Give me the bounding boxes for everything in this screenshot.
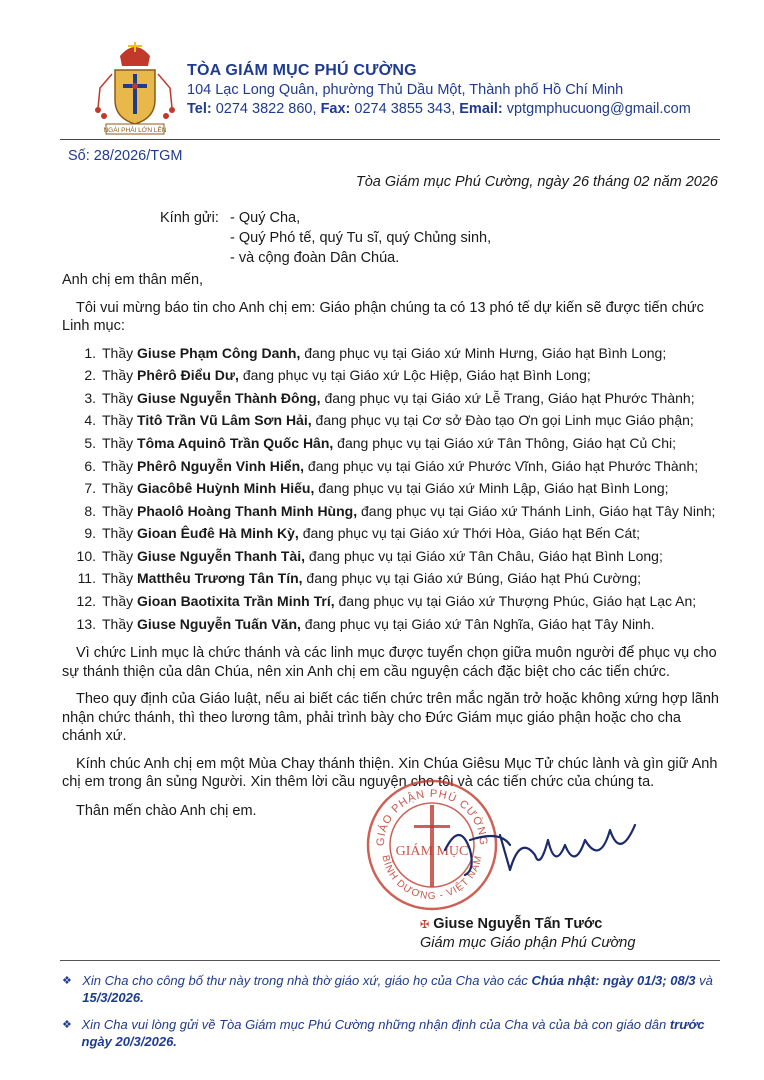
candidate-name: Giuse Nguyễn Tuấn Văn, (137, 615, 301, 632)
candidate-item (62, 500, 722, 523)
recipient-line: - Quý Cha, (230, 210, 301, 226)
candidate-text: Thầy Phaolô Hoàng Thanh Minh Hùng, đang phục vụ tại Giáo xứ Thánh Linh, Giáo hạt Tây Ninh; (102, 502, 716, 519)
recipient-line: - và cộng đoàn Dân Chúa. (230, 250, 400, 266)
email-label: Email: (459, 101, 503, 117)
candidate-number: 3. (84, 389, 96, 406)
paragraph-canon-law: Theo quy định của Giáo luật, nếu ai biết các tiến chức trên mắc ngăn trở hoặc không xứng hợp lãnh nhận chức thánh, thì theo lương tâm, phải trình bày cho Đức Giám mục giáo phận hoặc cho cha chánh xứ. (62, 691, 719, 745)
greeting: Anh chị em thân mến, (62, 272, 204, 288)
letterhead (90, 38, 730, 138)
candidate-item (62, 567, 722, 590)
paragraph-priesthood: Vì chức Linh mục là chức thánh và các linh mục được tuyển chọn giữa muôn người để phục vụ cho sự thánh thiện của dân Chúa, nên xin Anh chị em cầu nguyện cách đặc biệt cho các tiến chức. (62, 645, 717, 680)
signer-block (420, 916, 635, 951)
email-value[interactable]: vptgmphucuong@gmail.com (506, 101, 691, 117)
candidate-text: Thầy Titô Trần Vũ Lâm Sơn Hải, đang phục vụ tại Cơ sở Đào tạo Ơn gọi Linh mục Giáo phận; (102, 412, 694, 429)
candidate-list (62, 342, 722, 636)
candidate-name: Gioan Êuđê Hà Minh Kỳ, (137, 525, 299, 542)
candidate-number: 8. (84, 502, 96, 519)
candidate-item (62, 477, 722, 500)
candidate-number: 2. (84, 367, 96, 384)
note-text: Xin Cha cho công bố thư này trong nhà thờ giáo xứ, giáo họ của Cha vào các Chúa nhật: ngày 01/3; 08/3 và 15/3/2026. (82, 973, 713, 1005)
recipient-line: - Quý Phó tế, quý Tu sĩ, quý Chủng sinh, (230, 230, 492, 246)
candidate-name: Tôma Aquinô Trần Quốc Hân, (137, 434, 334, 451)
candidate-number: 4. (84, 412, 96, 429)
notes (62, 972, 722, 1060)
candidate-number: 10. (76, 547, 96, 564)
candidate-item (62, 522, 722, 545)
candidate-item (62, 409, 722, 432)
seal-center-text: GIÁM MỤC (395, 844, 469, 859)
diocese-contact: Tel: 0274 3822 860, Fax: 0274 3855 343, Email: vptgmphucuong@gmail.com (187, 101, 691, 117)
candidate-name: Phêrô Điểu Dư, (137, 367, 239, 384)
candidate-number: 5. (84, 434, 96, 451)
candidate-text: Thầy Giuse Nguyễn Thành Đông, đang phục vụ tại Giáo xứ Lễ Trang, Giáo hạt Phước Thành; (102, 389, 695, 406)
candidate-name: Giacôbê Huỳnh Minh Hiếu, (137, 480, 315, 497)
candidate-item (62, 613, 722, 636)
note-text: Xin Cha vui lòng gửi về Tòa Giám mục Phú Cường những nhận định của Cha và của bà con giáo dân trước ngày 20/3/2026. (81, 1017, 705, 1049)
candidate-text: Thầy Matthêu Trương Tân Tín, đang phục vụ tại Giáo xứ Búng, Giáo hạt Phú Cường; (102, 570, 642, 587)
candidate-text: Thầy Giuse Phạm Công Danh, đang phục vụ tại Giáo xứ Minh Hưng, Giáo hạt Bình Long; (102, 344, 667, 361)
candidate-item (62, 364, 722, 387)
candidate-text: Thầy Gioan Êuđê Hà Minh Kỳ, đang phục vụ tại Giáo xứ Thới Hòa, Giáo hạt Bến Cát; (102, 525, 641, 542)
cross-icon: ✠ (420, 919, 430, 931)
candidate-number: 13. (76, 615, 96, 632)
closing-line: Thân mến chào Anh chị em. (76, 802, 257, 819)
diamond-bullet-icon: ❖ (62, 1019, 72, 1031)
tel-value: 0274 3822 860 (215, 101, 313, 117)
signer-name: Giuse Nguyễn Tấn Tước (433, 916, 603, 932)
candidate-item (62, 590, 722, 613)
candidate-name: Giuse Phạm Công Danh, (137, 344, 301, 361)
candidate-name: Phêrô Nguyễn Vinh Hiển, (137, 457, 305, 474)
signature-icon (440, 810, 640, 880)
candidate-text: Thầy Giacôbê Huỳnh Minh Hiếu, đang phục vụ tại Giáo xứ Minh Lập, Giáo hạt Bình Long; (102, 480, 669, 497)
notes-divider (60, 960, 720, 961)
dateline: Tòa Giám mục Phú Cường, ngày 26 tháng 02 năm 2026 (355, 174, 718, 190)
diamond-bullet-icon: ❖ (62, 975, 72, 987)
candidate-name: Giuse Nguyễn Thanh Tài, (137, 547, 306, 564)
candidate-item (62, 454, 722, 477)
candidate-text: Thầy Giuse Nguyễn Thanh Tài, đang phục vụ tại Giáo xứ Tân Châu, Giáo hạt Bình Long; (102, 547, 663, 564)
candidate-number: 7. (84, 480, 96, 497)
candidate-item (62, 432, 722, 455)
reference-number: Số: 28/2026/TGM (68, 148, 183, 164)
candidate-text: Thầy Tôma Aquinô Trần Quốc Hân, đang phục vụ tại Giáo xứ Tân Thông, Giáo hạt Củ Chi; (102, 434, 677, 451)
candidate-number: 9. (84, 525, 96, 542)
candidate-name: Titô Trần Vũ Lâm Sơn Hải, (137, 412, 312, 429)
candidate-number: 12. (76, 593, 96, 610)
diocese-address: 104 Lạc Long Quân, phường Thủ Dầu Một, Thành phố Hồ Chí Minh (187, 82, 624, 98)
candidate-text: Thầy Phêrô Điểu Dư, đang phục vụ tại Giáo xứ Lộc Hiệp, Giáo hạt Bình Long; (102, 367, 591, 384)
paragraph-blessing: Kính chúc Anh chị em một Mùa Chay thánh thiện. Xin Chúa Giêsu Mục Tử chúc lành và gìn giữ Anh chị em trong ân sủng Người. Xin thêm lời cầu nguyện cho tôi và các tiến chức của chúng ta. (62, 755, 718, 791)
recipients-label: Kính gửi: (160, 210, 219, 226)
candidate-number: 6. (84, 457, 96, 474)
note-item (62, 972, 722, 1006)
intro-paragraph: Tôi vui mừng báo tin cho Anh chị em: Giáo phận chúng ta có 13 phó tế dự kiến sẽ được tiến chức Linh mục: (62, 299, 704, 334)
note-item (62, 1016, 722, 1050)
fax-label: Fax: (320, 101, 351, 117)
candidate-text: Thầy Giuse Nguyễn Tuấn Văn, đang phục vụ tại Giáo xứ Tân Nghĩa, Giáo hạt Tây Ninh. (102, 615, 655, 632)
candidate-name: Giuse Nguyễn Thành Đông, (137, 389, 321, 406)
letterhead-text (187, 62, 691, 117)
candidate-item (62, 545, 722, 568)
fax-value: 0274 3855 343 (354, 101, 452, 117)
diocese-title: TÒA GIÁM MỤC PHÚ CƯỜNG (187, 62, 417, 79)
letter-body (62, 271, 722, 820)
signer-title: Giám mục Giáo phận Phú Cường (420, 935, 636, 951)
candidate-text: Thầy Phêrô Nguyễn Vinh Hiển, đang phục vụ tại Giáo xứ Phước Vĩnh, Giáo hạt Phước Thành; (102, 457, 699, 474)
letterhead-divider (60, 139, 720, 140)
candidate-number: 11. (77, 570, 96, 587)
candidate-number: 1. (84, 344, 96, 361)
crest-motto: NGÀI PHẢI LỚN LÊN (103, 127, 167, 134)
candidate-name: Matthêu Trương Tân Tín, (137, 570, 303, 587)
recipients (160, 208, 491, 268)
candidate-name: Gioan Baotixita Trần Minh Trí, (137, 593, 335, 610)
seal-top-text: GIÁO PHẬN PHÚ CƯỜNG (374, 787, 490, 847)
seal-bottom-text: BÌNH DƯƠNG - VIỆT NAM (379, 854, 485, 902)
candidate-name: Phaolô Hoàng Thanh Minh Hùng, (137, 502, 358, 519)
tel-label: Tel: (187, 101, 212, 117)
candidate-text: Thầy Gioan Baotixita Trần Minh Trí, đang phục vụ tại Giáo xứ Thượng Phúc, Giáo hạt Lạc An; (102, 593, 697, 610)
diocese-crest-icon (90, 38, 180, 136)
candidate-item (62, 387, 722, 410)
candidate-item (62, 342, 722, 365)
